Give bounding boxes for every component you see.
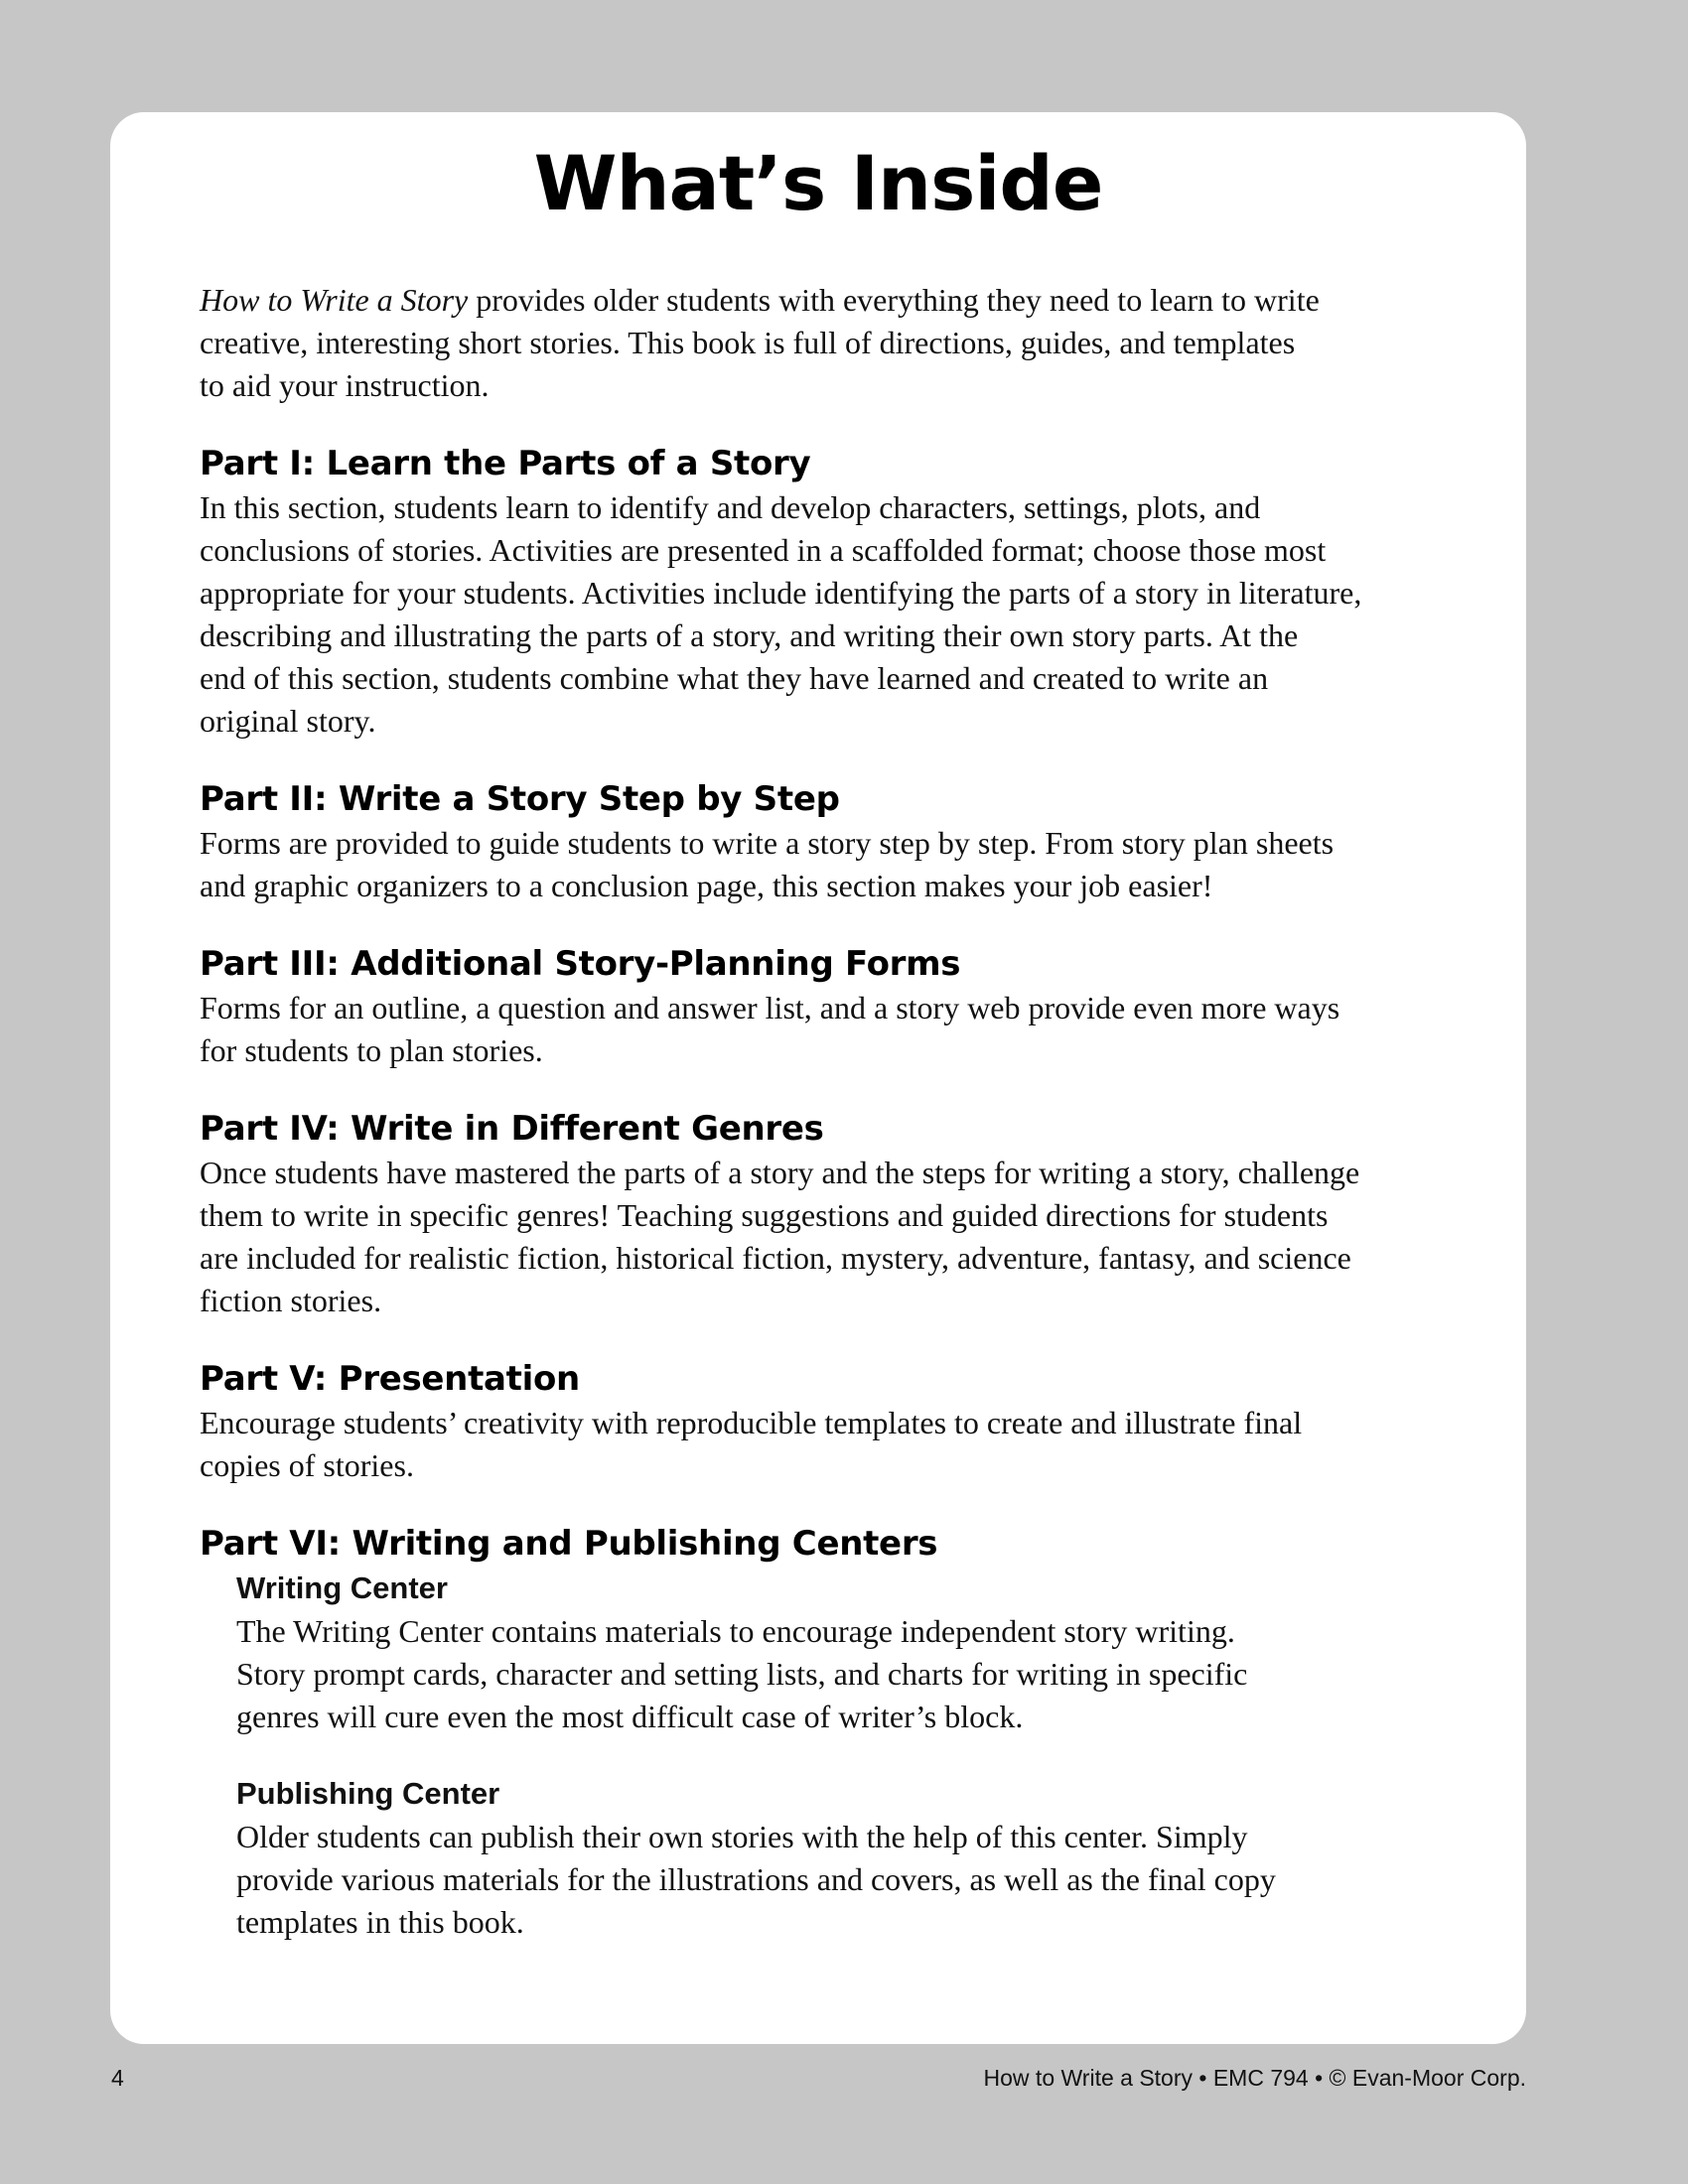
body-line: templates in this book. (236, 1904, 524, 1940)
body-line: Encourage students’ creativity with reproducible templates to create and illustrate final (200, 1405, 1303, 1440)
section-body (200, 1402, 1490, 1487)
body-line: for students to plan stories. (200, 1032, 543, 1068)
subsection-heading: Publishing Center (236, 1776, 500, 1811)
body-line: are included for realistic fiction, historical fiction, mystery, adventure, fantasy, and science (200, 1240, 1351, 1276)
body-line: and graphic organizers to a conclusion page, this section makes your job easier! (200, 868, 1213, 903)
page-panel (110, 112, 1526, 2044)
section-part-3 (200, 943, 1490, 1072)
body-line: Older students can publish their own stories with the help of this center. Simply (236, 1819, 1248, 1854)
body-line: Forms for an outline, a question and answer list, and a story web provide even more ways (200, 990, 1340, 1025)
section-heading: Part VI: Writing and Publishing Centers (200, 1524, 938, 1564)
body-line: describing and illustrating the parts of a story, and writing their own story parts. At the (200, 617, 1299, 653)
section-part-4 (200, 1108, 1490, 1322)
section-body (200, 486, 1490, 743)
body-line: provide various materials for the illustrations and covers, as well as the final copy (236, 1861, 1276, 1897)
section-body (200, 1152, 1490, 1322)
intro-line: to aid your instruction. (200, 367, 490, 403)
section-body (200, 822, 1490, 907)
body-line: appropriate for your students. Activities include identifying the parts of a story in literature, (200, 575, 1362, 611)
body-line: them to write in specific genres! Teaching suggestions and guided directions for students (200, 1197, 1329, 1233)
subsection-body (236, 1816, 1490, 1944)
body-line: Forms are provided to guide students to write a story step by step. From story plan sheets (200, 825, 1335, 861)
body-line: end of this section, students combine what they have learned and created to write an (200, 660, 1269, 696)
body-line: copies of stories. (200, 1447, 414, 1483)
section-heading: Part III: Additional Story-Planning Forms (200, 944, 961, 984)
section-heading: Part II: Write a Story Step by Step (200, 779, 840, 819)
page-number: 4 (111, 2065, 124, 2091)
body-line: fiction stories. (200, 1283, 382, 1318)
body-line: In this section, students learn to identify and develop characters, settings, plots, and (200, 489, 1261, 525)
subsection-heading: Writing Center (236, 1570, 448, 1605)
body-line: Once students have mastered the parts of a story and the steps for writing a story, challenge (200, 1155, 1360, 1190)
section-heading: Part I: Learn the Parts of a Story (200, 444, 811, 483)
body-line: original story. (200, 703, 376, 739)
section-heading: Part V: Presentation (200, 1359, 580, 1399)
section-part-5 (200, 1358, 1490, 1487)
page-title: What’s Inside (533, 139, 1103, 227)
intro-line: creative, interesting short stories. This book is full of directions, guides, and templates (200, 325, 1296, 360)
body-line: genres will cure even the most difficult case of writer’s block. (236, 1699, 1024, 1734)
body-line: conclusions of stories. Activities are presented in a scaffolded format; choose those most (200, 532, 1327, 568)
intro-paragraph (200, 279, 1490, 407)
subsection-writing-center (236, 1569, 1490, 1738)
body-line: The Writing Center contains materials to encourage independent story writing. (236, 1613, 1235, 1649)
section-heading: Part IV: Write in Different Genres (200, 1109, 824, 1149)
subsection-body (236, 1610, 1490, 1738)
section-part-2 (200, 778, 1490, 907)
body-line: Story prompt cards, character and setting lists, and charts for writing in specific (236, 1656, 1248, 1692)
book-title: How to Write a Story (200, 282, 469, 318)
page-content (200, 279, 1490, 1944)
subsection-publishing-center (236, 1774, 1490, 1944)
section-part-1 (200, 443, 1490, 743)
intro-line: provides older students with everything they need to learn to write (468, 282, 1320, 318)
footer-credit: How to Write a Story • EMC 794 • © Evan-Moor Corp. (983, 2065, 1526, 2091)
section-part-6 (200, 1523, 1490, 1944)
section-body (200, 987, 1490, 1072)
